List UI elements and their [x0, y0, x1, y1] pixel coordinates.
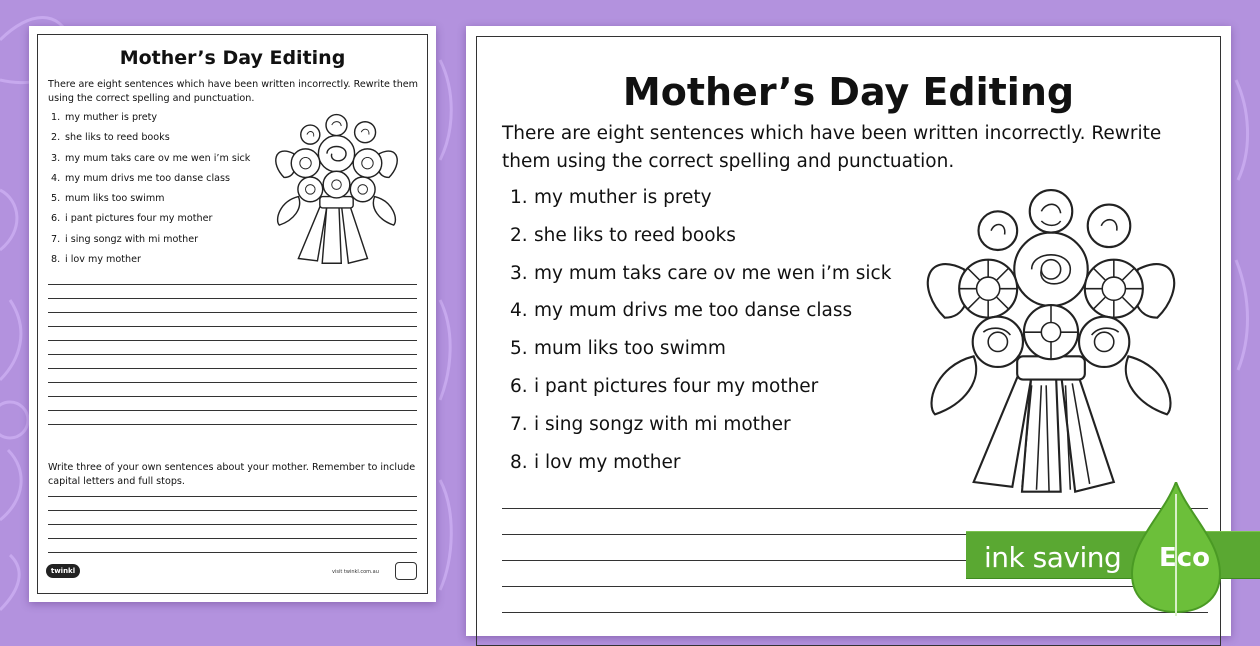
quality-seal-icon — [395, 562, 417, 580]
page-title: Mother’s Day Editing — [119, 47, 346, 69]
list-item: 3. my mum taks care ov me wen i’m sick — [510, 262, 892, 284]
writing-line — [48, 496, 417, 497]
writing-line — [48, 382, 417, 383]
sentence-list — [51, 112, 250, 274]
list-item: 4. my mum drivs me too danse class — [51, 172, 230, 184]
ink-saving-eco-badge — [966, 482, 1260, 617]
writing-line — [48, 396, 417, 397]
list-item: 1. my muther is prety — [51, 112, 158, 123]
writing-line — [48, 552, 417, 553]
list-item: 3. my mum taks care ov me wen i’m sick — [51, 152, 251, 164]
list-item: 7. i sing songz with mi mother — [51, 233, 199, 245]
ink-saving-label: ink saving — [984, 541, 1122, 574]
writing-line — [48, 284, 417, 285]
worksheet-thumbnail — [29, 26, 436, 602]
instructions-text: There are eight sentences which have been written incorrectly. Rewrite them using the correct spelling and punctuation. — [502, 123, 1162, 172]
writing-line — [48, 538, 417, 539]
writing-line — [48, 298, 417, 299]
list-item: 4. my mum drivs me too danse class — [510, 300, 853, 322]
instructions-text: There are eight sentences which have been written incorrectly. Rewrite them using the correct spelling and punctuation. — [48, 79, 419, 104]
writing-line — [48, 368, 417, 369]
writing-line — [48, 340, 417, 341]
list-item: 8. i lov my mother — [51, 254, 141, 266]
flower-bouquet-icon — [264, 106, 409, 268]
list-item: 6. i pant pictures four my mother — [51, 213, 213, 225]
page-title: Mother’s Day Editing — [622, 70, 1075, 114]
twinkl-logo: twinkl — [46, 564, 80, 578]
footer-url: visit twinkl.com.au — [332, 569, 379, 575]
writing-line — [48, 510, 417, 511]
writing-line — [48, 312, 417, 313]
list-item: 6. i pant pictures four my mother — [510, 375, 819, 397]
list-item: 7. i sing songz with mi mother — [510, 413, 791, 435]
writing-line — [48, 354, 417, 355]
sentence-list — [510, 186, 891, 488]
list-item: 1. my muther is prety — [510, 187, 712, 208]
list-item: 5. mum liks too swimm — [510, 338, 726, 360]
flower-bouquet-icon — [906, 172, 1196, 502]
writing-line — [48, 524, 417, 525]
own-sentences-prompt: Write three of your own sentences about your mother. Remember to include capital letters and full stops. — [48, 462, 416, 487]
list-item: 8. i lov my mother — [510, 451, 681, 473]
list-item: 2. she liks to reed books — [510, 224, 736, 246]
writing-line — [48, 424, 417, 425]
writing-line — [48, 326, 417, 327]
list-item: 5. mum liks too swimm — [51, 193, 165, 205]
writing-line — [48, 410, 417, 411]
list-item: 2. she liks to reed books — [51, 132, 170, 144]
eco-label: Eco — [1159, 543, 1211, 573]
